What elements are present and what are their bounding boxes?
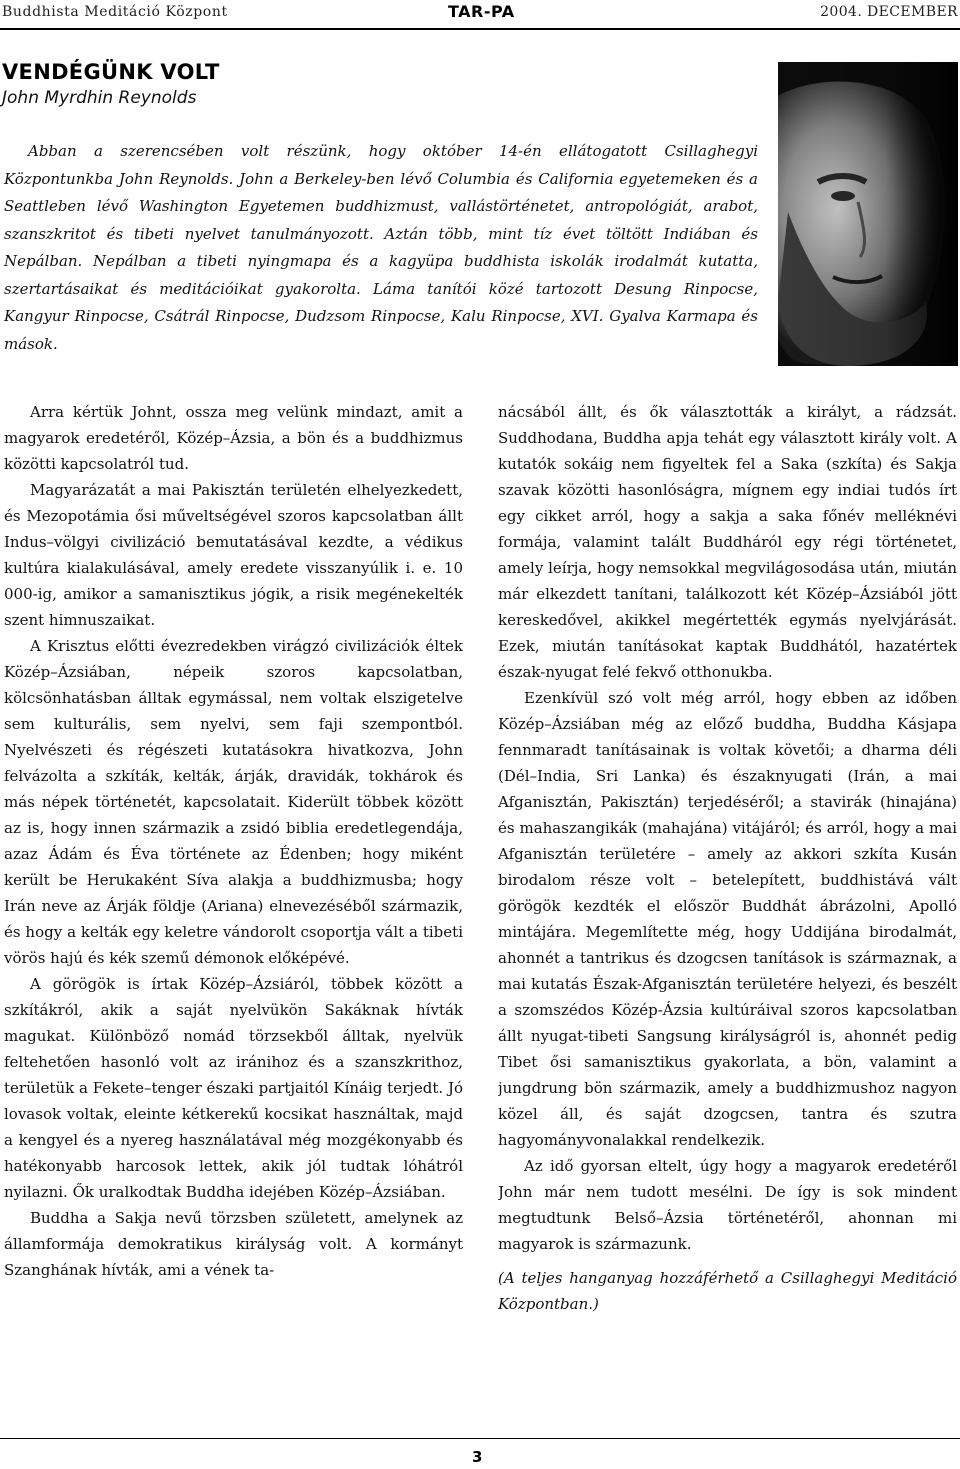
header-publication: TAR-PA <box>448 2 515 21</box>
page-number: 3 <box>472 1448 483 1466</box>
author-portrait-image <box>778 62 958 366</box>
article-title: VENDÉGÜNK VOLT <box>2 60 220 84</box>
intro-paragraph: Abban a szerencsében volt részünk, hogy október 14-én ellátogatott Csillaghegyi Központunkba John Reynolds. John a Berkeley-ben lévő Columbia és California egyetemeken és a Seattleben lévő Washington Egyetemen buddhizmust, vallástörténetet, antropológiát, arabot, szanszkritot és tibeti nyelvet tanulmányozott. Aztán több, mint tíz évet töltött Indiában és Nepálban. Nepálban a tibeti nyingmapa és a kagyüpa buddhista iskolák irodalmát kutatta, szertartásaikat és meditációikat gyakorolta. Láma tanítói közé tartozott Desung Rinpocse, Kangyur Rinpocse, Csátrál Rinpocse, Dudzsom Rinpocse, Kalu Rinpocse, XVI. Gyalva Karmapa és mások. <box>4 142 758 353</box>
body-paragraph: Az idő gyorsan eltelt, úgy hogy a magyarok eredetéről John már nem tudott mesélni. De így is sok mindent megtudtunk Belső–Ázsia történetéről, ahonnan mi magyarok is származunk. <box>498 1157 957 1253</box>
body-paragraph: A Krisztus előtti évezredekben virágzó civilizációk éltek Közép–Ázsiában, népeik szoros kapcsolatban, kölcsönhatásban álltak egymással, nem voltak elszigetelve sem kulturális, sem nyelvi, sem faji szempontból. Nyelvészeti és régészeti kutatásokra hivatkozva, John felvázolta a szkíták, kelták, árják, dravidák, tokhárok és más népek történetét, kapcsolatait. Kiderült többek között az is, hogy innen származik a zsidó biblia eredetlegendája, azaz Ádám és Éva története az Édenben; hogy miként került be Herukaként Síva alakja a buddhizmusba; hogy Irán neve az Árják földje (Ariana) elnevezéséből származik, és hogy a kelták egy keletre vándorolt csoportja vált a tibeti vörös hajú és kék szemű démonok előképévé. <box>4 637 463 967</box>
body-paragraph: A görögök is írtak Közép–Ázsiáról, többek között a szkítákról, akik a saját nyelvükön Sakáknak hívták magukat. Különböző nomád törzsekből álltak, nyelvük feltehetően hasonló volt az iránihoz és a szanszkrithoz, területük a Fekete–tenger északi partjaitól Kínáig terjedt. Jó lovasok voltak, eleinte kétkerekű kocsikat használtak, majd a kengyel és a nyereg használatával még mozgékonyabb és hatékonyabb harcosok lettek, akik jól tudtak lóhátról nyilazni. Ők uralkodtak Buddha idejében Közép–Ázsiában. <box>4 975 463 1201</box>
article-column-right <box>498 399 957 1434</box>
header-issue: 2004. DECEMBER <box>820 4 958 20</box>
header-rule <box>0 28 960 30</box>
body-paragraph: Arra kértük Johnt, ossza meg velünk mindazt, amit a magyarok eredetéről, Közép–Ázsia, a bön és a buddhizmus közötti kapcsolatról tud. <box>4 403 463 473</box>
article-column-left <box>4 399 463 1434</box>
article-intro <box>4 138 758 358</box>
article-author: John Myrdhin Reynolds <box>2 88 197 108</box>
header-org: Buddhista Meditáció Központ <box>2 4 228 20</box>
closing-note: (A teljes hanganyag hozzáférhető a Csillaghegyi Meditáció Központban.) <box>498 1269 957 1313</box>
running-head <box>0 0 960 26</box>
body-paragraph: nácsából állt, és ők választották a királyt, a rádzsát. Suddhodana, Buddha apja tehát egy választott király volt. A kutatók sokáig nem figyeltek fel a Saka (szkíta) és Sakja szavak közötti hasonlóságra, mígnem egy indiai tudós írt egy cikket arról, hogy a sakja a saka főnév melléknévi formája, valamint talált Buddháról egy régi történetet, amely leírja, hogy nemsokkal megvilágosodása után, miután már elkezdett tanítani, találkozott két Közép–Ázsiából jött kereskedővel, akikkel megértették egymás nyelvjárását. Ezek, miután tanításokat kaptak Buddhától, hazatértek észak-nyugat felé fekvő otthonukba. <box>498 403 957 681</box>
body-paragraph: Buddha a Sakja nevű törzsben született, amelynek az államformája demokratikus királyság volt. A kormányt Szanghának hívták, ami a vének ta- <box>4 1209 463 1279</box>
footer-rule <box>0 1438 960 1439</box>
body-paragraph: Magyarázatát a mai Pakisztán területén elhelyezkedett, és Mezopotámia ősi műveltségével szoros kapcsolatban állt Indus–völgyi civilizáció bemutatásával kezdte, a védikus kultúra kialakulásával, amely eredete visszanyúlik i. e. 10 000-ig, amikor a samanisztikus jógik, a risik megénekelték szent himnuszaikat. <box>4 481 463 629</box>
body-paragraph: Ezenkívül szó volt még arról, hogy ebben az időben Közép–Ázsiában még az előző buddha, Buddha Kásjapa fennmaradt tanításainak is voltak követői; a dharma déli (Dél–India, Sri Lanka) és északnyugati (Irán, a mai Afganisztán, Pakisztán) terjedéséről; a stavirák (hinajána) és mahaszangikák (mahajána) vitájáról; és arról, hogy a mai Afganisztán területére – amely az akkori szkíta Kusán birodalom része volt – betelepített, buddhistává vált görögök kezdték el először Buddhát ábrázolni, Apolló mintájára. Megemlítette még, hogy Uddijána birodalmát, ahonnét a tantrikus és dzogcsen tanítások is származnak, a mai kutatás Észak-Afganisztán területére helyezi, és beszélt a szomszédos Közép-Ázsia kultúráival szoros kapcsolatban állt nyugat-tibeti Sangsung királyságról is, ahonnét pedig Tibet ősi samanisztikus gyakorlata, a bön, valamint a jungdrung bön származik, amely a buddhizmushoz nagyon közel áll, és saját dzogcsen, tantra és szutra hagyományvonalakkal rendelkezik. <box>498 689 957 1149</box>
